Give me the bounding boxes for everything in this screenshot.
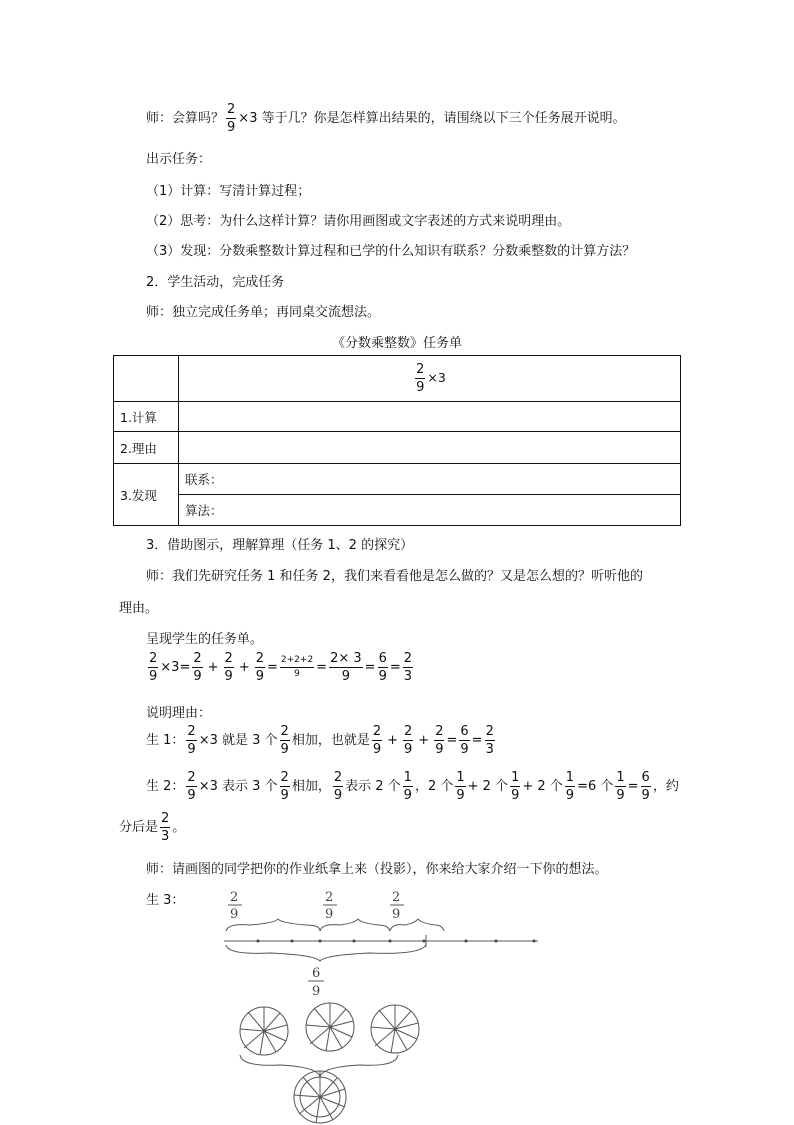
show-tasks: 出示任务： — [146, 152, 212, 167]
circle-diagram-1 — [240, 1007, 288, 1055]
teacher-line-1: 师：我们先研究任务 1 和任务 2，我们来看看他是怎么做的？又是怎么想的？听听他的 — [146, 569, 643, 584]
row-label-discover: 3.发现 — [114, 464, 179, 526]
circle-diagram-total — [294, 1071, 346, 1123]
teacher-instruction: 师：独立完成任务单；再同桌交流想法。 — [146, 305, 381, 320]
worksheet-header: $\frac{2}{9}$ ×3 — [179, 356, 681, 402]
section-3-heading: 3．借助图示，理解算理（任务 1、2 的探究） — [146, 538, 414, 553]
sketch-label-3: 2 — [392, 890, 401, 905]
corner-cell — [114, 356, 179, 402]
algo-cell[interactable]: 算法： — [179, 495, 681, 526]
student-2-line-2: 分后是 $\frac{2}{3}$ 。 — [119, 811, 186, 844]
teacher-line-2: 理由。 — [119, 601, 159, 616]
worksheet-table — [113, 355, 681, 526]
task-3: （3）发现：分数乘整数计算过程和已学的什么知识有联系？分数乘整数的计算方法？ — [146, 244, 636, 259]
student-equation: $\frac{2}{9}$ ×3= $\frac{2}{9}$ + $\frac{2}{9}$ + $\frac{2}{9}$ = $\frac{2+2+2}{9}$ = $\frac{2\times 3}{9}$ = $\frac{6}{9}$ = $\frac{2}{3}$ — [149, 651, 413, 684]
task-2: （2）思考：为什么这样计算？请你用画图或文字表述的方式来说明理由。 — [146, 214, 571, 229]
task-1: （1）计算：写清计算过程； — [146, 184, 311, 199]
student-2-line: 生 2： $\frac{2}{9}$ ×3 表示 3 个 $\frac{2}{9}$ 相加， $\frac{2}{9}$ 表示 2 个 $\frac{1}{9}$ ，2 个 $\frac{1}{9}$ + 2 个 $\frac{1}{9}$ + 2 个 $\frac{1}{9}$ =6 个 $\frac{1}{9}$ = $\frac{6}{9}$ ，约 — [146, 770, 679, 803]
link-cell[interactable]: 联系： — [179, 464, 681, 495]
worksheet-title: 《分数乘整数》任务单 — [331, 336, 462, 351]
question-suffix: ×3 等于几？你是怎样算出结果的，请围绕以下三个任务展开说明。 — [238, 111, 626, 126]
teacher-drawing-prompt: 师：请画图的同学把你的作业纸拿上来（投影），你来给大家介绍一下你的想法。 — [146, 862, 608, 877]
svg-text:9: 9 — [230, 907, 239, 922]
sketch-label-1: 2 — [230, 890, 239, 905]
svg-text:9: 9 — [312, 984, 321, 999]
row-label-reason: 2.理由 — [114, 432, 179, 464]
student-3-prefix: 生 3： — [146, 893, 185, 908]
student-1-line: 生 1： $\frac{2}{9}$ ×3 就是 3 个 $\frac{2}{9}$ 相加，也就是 $\frac{2}{9}$ + $\frac{2}{9}$ + $\frac{2}{9}$ = $\frac{6}{9}$ = $\frac{2}{3}$ — [146, 724, 494, 757]
sketch-total-label: 6 — [312, 966, 321, 981]
circle-diagram-3 — [371, 1005, 419, 1053]
row-label-calc: 1.计算 — [114, 402, 179, 432]
student-3-sketch — [220, 885, 540, 1125]
sketch-label-2: 2 — [325, 890, 334, 905]
svg-text:9: 9 — [392, 907, 401, 922]
svg-text:9: 9 — [325, 907, 334, 922]
teacher-question — [146, 103, 626, 134]
explain-label: 说明理由： — [146, 706, 212, 721]
calc-cell[interactable] — [179, 402, 681, 432]
present-worksheet: 呈现学生的任务单。 — [146, 632, 264, 647]
step-2-heading: 2．学生活动，完成任务 — [146, 275, 285, 290]
reason-cell[interactable] — [179, 432, 681, 464]
teacher-prefix: 师：会算吗？ — [146, 111, 225, 126]
circle-diagram-2 — [306, 1003, 354, 1051]
fraction-2-9: $\frac{2}{9}$ — [227, 102, 236, 135]
